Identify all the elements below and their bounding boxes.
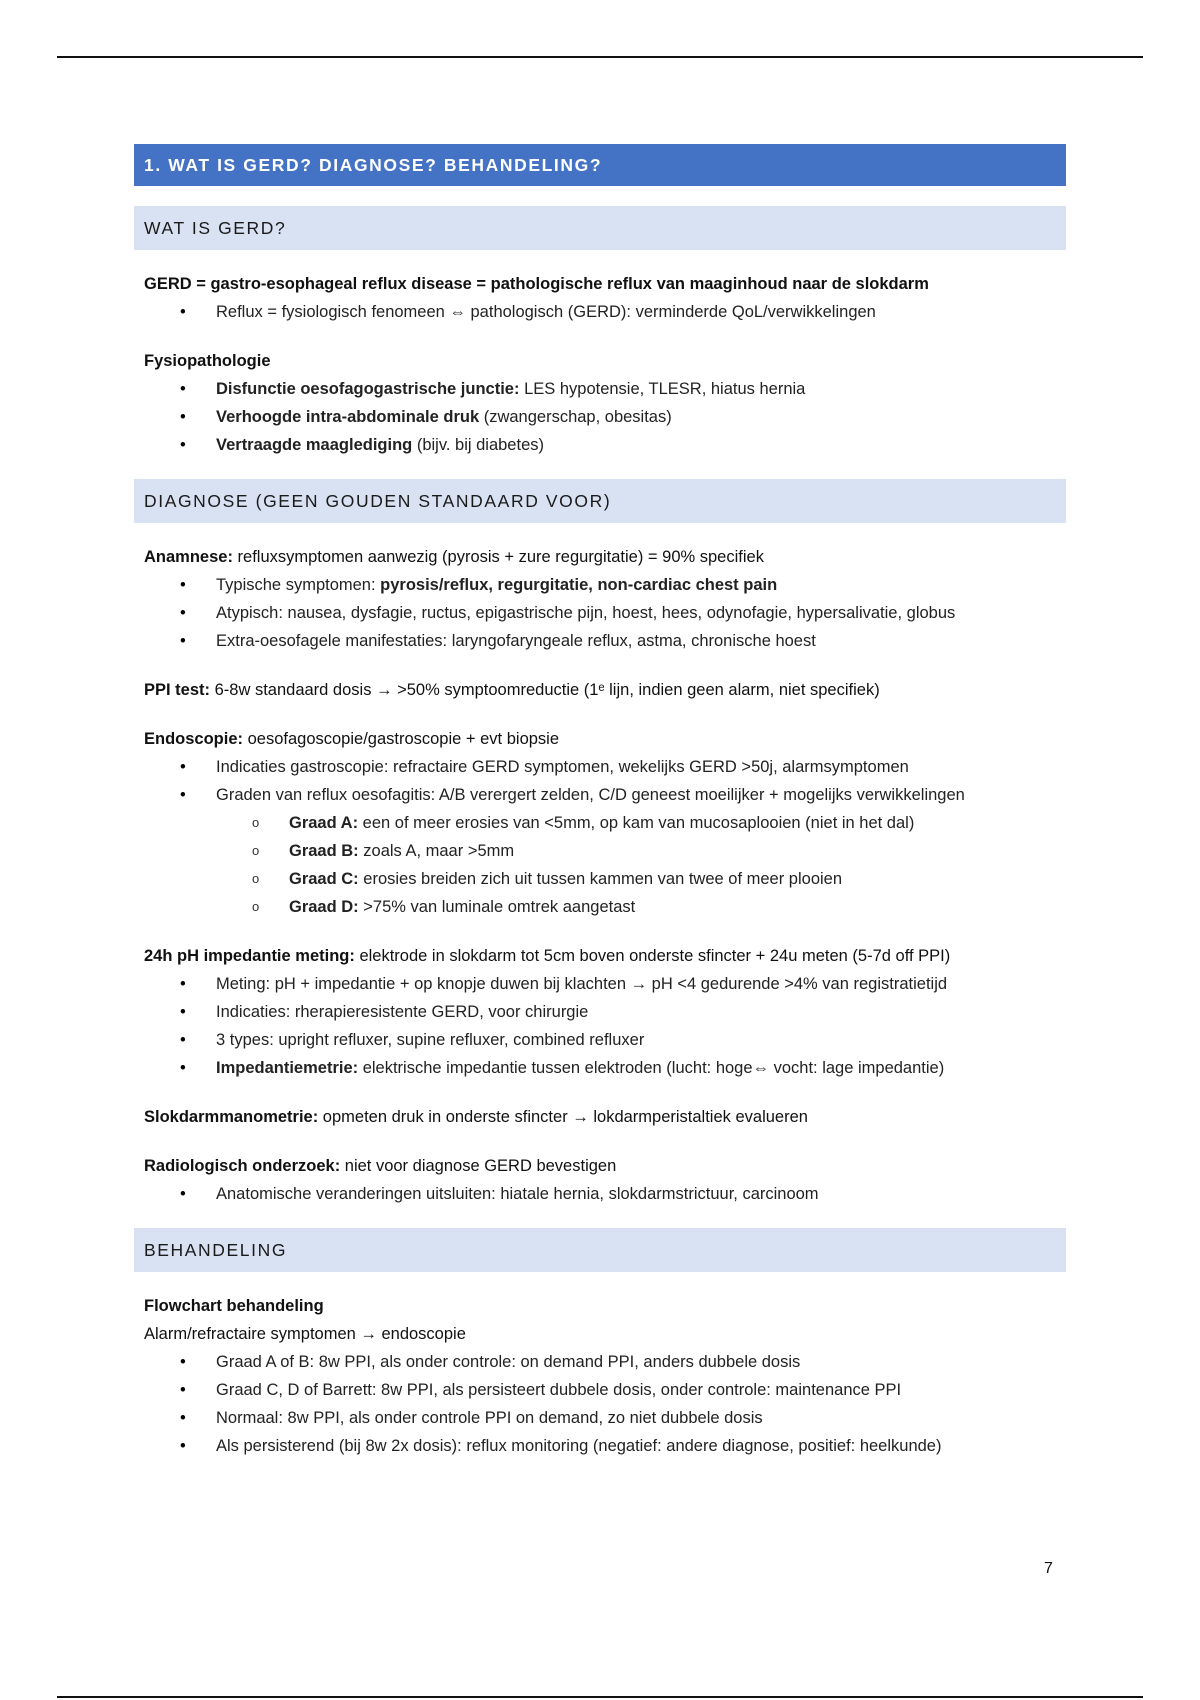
ppi-test-paragraph: PPI test: 6-8w standaard dosis → >50% symptoomreductie (1ᵉ lijn, indien geen alarm, niet specifiek) xyxy=(144,681,880,699)
radiologisch-paragraph: Radiologisch onderzoek: niet voor diagnose GERD bevestigen xyxy=(144,1157,617,1175)
gerd-definition: GERD = gastro-esophageal reflux disease = pathologische reflux van maaginhoud naar de slokdarm xyxy=(144,275,929,293)
bottom-rule xyxy=(57,1696,1143,1698)
manometrie-paragraph: Slokdarmmanometrie: opmeten druk in onderste sfincter → lokdarmperistaltiek evalueren xyxy=(144,1108,808,1126)
fysiopathologie-title: Fysiopathologie xyxy=(144,352,271,370)
list-item: • Meting: pH + impedantie + op knopje duwen bij klachten → pH <4 gedurende >4% van registratietijd xyxy=(134,970,1066,998)
list-item: • Verhoogde intra-abdominale druk (zwangerschap, obesitas) xyxy=(134,403,1066,431)
page-content xyxy=(134,144,1066,1460)
list-item: • Graad C, D of Barrett: 8w PPI, als persisteert dubbele dosis, onder controle: maintenance PPI xyxy=(134,1376,1066,1404)
anamnese-list xyxy=(134,571,1066,655)
behandeling-list xyxy=(134,1348,1066,1460)
section-heading-behandeling: BEHANDELING xyxy=(134,1228,1066,1272)
fysiopathologie-list xyxy=(134,375,1066,459)
radiologisch-list xyxy=(134,1180,1066,1208)
endoscopie-list xyxy=(134,753,1066,809)
list-item: • Anatomische veranderingen uitsluiten: hiatale hernia, slokdarmstrictuur, carcinoom xyxy=(134,1180,1066,1208)
list-item: • 3 types: upright refluxer, supine refluxer, combined refluxer xyxy=(134,1026,1066,1054)
list-item: • Graden van reflux oesofagitis: A/B verergert zelden, C/D geneest moeilijker + mogelijks verwikkelingen xyxy=(134,781,1066,809)
list-item: • Atypisch: nausea, dysfagie, ructus, epigastrische pijn, hoest, hees, odynofagie, hypersalivatie, globus xyxy=(134,599,1066,627)
list-item: • Disfunctie oesofagogastrische junctie: LES hypotensie, TLESR, hiatus hernia xyxy=(134,375,1066,403)
section-heading-wat-is-gerd: WAT IS GERD? xyxy=(134,206,1066,250)
flowchart-line: Alarm/refractaire symptomen → endoscopie xyxy=(144,1325,466,1343)
list-item: • Extra-oesofagele manifestaties: laryngofaryngeale reflux, astma, chronische hoest xyxy=(134,627,1066,655)
flowchart-title: Flowchart behandeling xyxy=(144,1297,324,1315)
endoscopie-paragraph: Endoscopie: oesofagoscopie/gastroscopie + evt biopsie xyxy=(144,730,560,748)
list-item: o Graad D: >75% van luminale omtrek aangetast xyxy=(134,893,1066,921)
anamnese-paragraph: Anamnese: refluxsymptomen aanwezig (pyrosis + zure regurgitatie) = 90% specifiek xyxy=(144,548,764,566)
section-heading-diagnose: DIAGNOSE (GEEN GOUDEN STANDAARD VOOR) xyxy=(134,479,1066,523)
graden-sublist xyxy=(134,809,1066,921)
list-item: • Graad A of B: 8w PPI, als onder controle: on demand PPI, anders dubbele dosis xyxy=(134,1348,1066,1376)
list-item: • Als persisterend (bij 8w 2x dosis): reflux monitoring (negatief: andere diagnose, positief: heelkunde) xyxy=(134,1432,1066,1460)
list-item: • Normaal: 8w PPI, als onder controle PPI on demand, zo niet dubbele dosis xyxy=(134,1404,1066,1432)
list-item: • Vertraagde maaglediging (bijv. bij diabetes) xyxy=(134,431,1066,459)
definition-list xyxy=(134,298,1066,326)
list-item: • Impedantiemetrie: elektrische impedantie tussen elektroden (lucht: hoge⇔ vocht: lage impedantie) xyxy=(134,1054,1066,1082)
list-item: o Graad B: zoals A, maar >5mm xyxy=(134,837,1066,865)
top-rule xyxy=(57,56,1143,58)
list-item: o Graad A: een of meer erosies van <5mm, op kam van mucosaplooien (niet in het dal) xyxy=(134,809,1066,837)
chapter-title: 1. WAT IS GERD? DIAGNOSE? BEHANDELING? xyxy=(134,144,1066,186)
list-item: • Reflux = fysiologisch fenomeen ⇔ pathologisch (GERD): verminderde QoL/verwikkelingen xyxy=(134,298,1066,326)
ph-impedantie-paragraph: 24h pH impedantie meting: elektrode in slokdarm tot 5cm boven onderste sfincter + 24u meten (5-7d off PPI) xyxy=(144,947,951,965)
page-number: 7 xyxy=(1044,1560,1053,1577)
list-item: o Graad C: erosies breiden zich uit tussen kammen van twee of meer plooien xyxy=(134,865,1066,893)
list-item: • Indicaties: rherapieresistente GERD, voor chirurgie xyxy=(134,998,1066,1026)
list-item: • Indicaties gastroscopie: refractaire GERD symptomen, wekelijks GERD >50j, alarmsymptomen xyxy=(134,753,1066,781)
list-item: • Typische symptomen: pyrosis/reflux, regurgitatie, non-cardiac chest pain xyxy=(134,571,1066,599)
ph-impedantie-list xyxy=(134,970,1066,1082)
